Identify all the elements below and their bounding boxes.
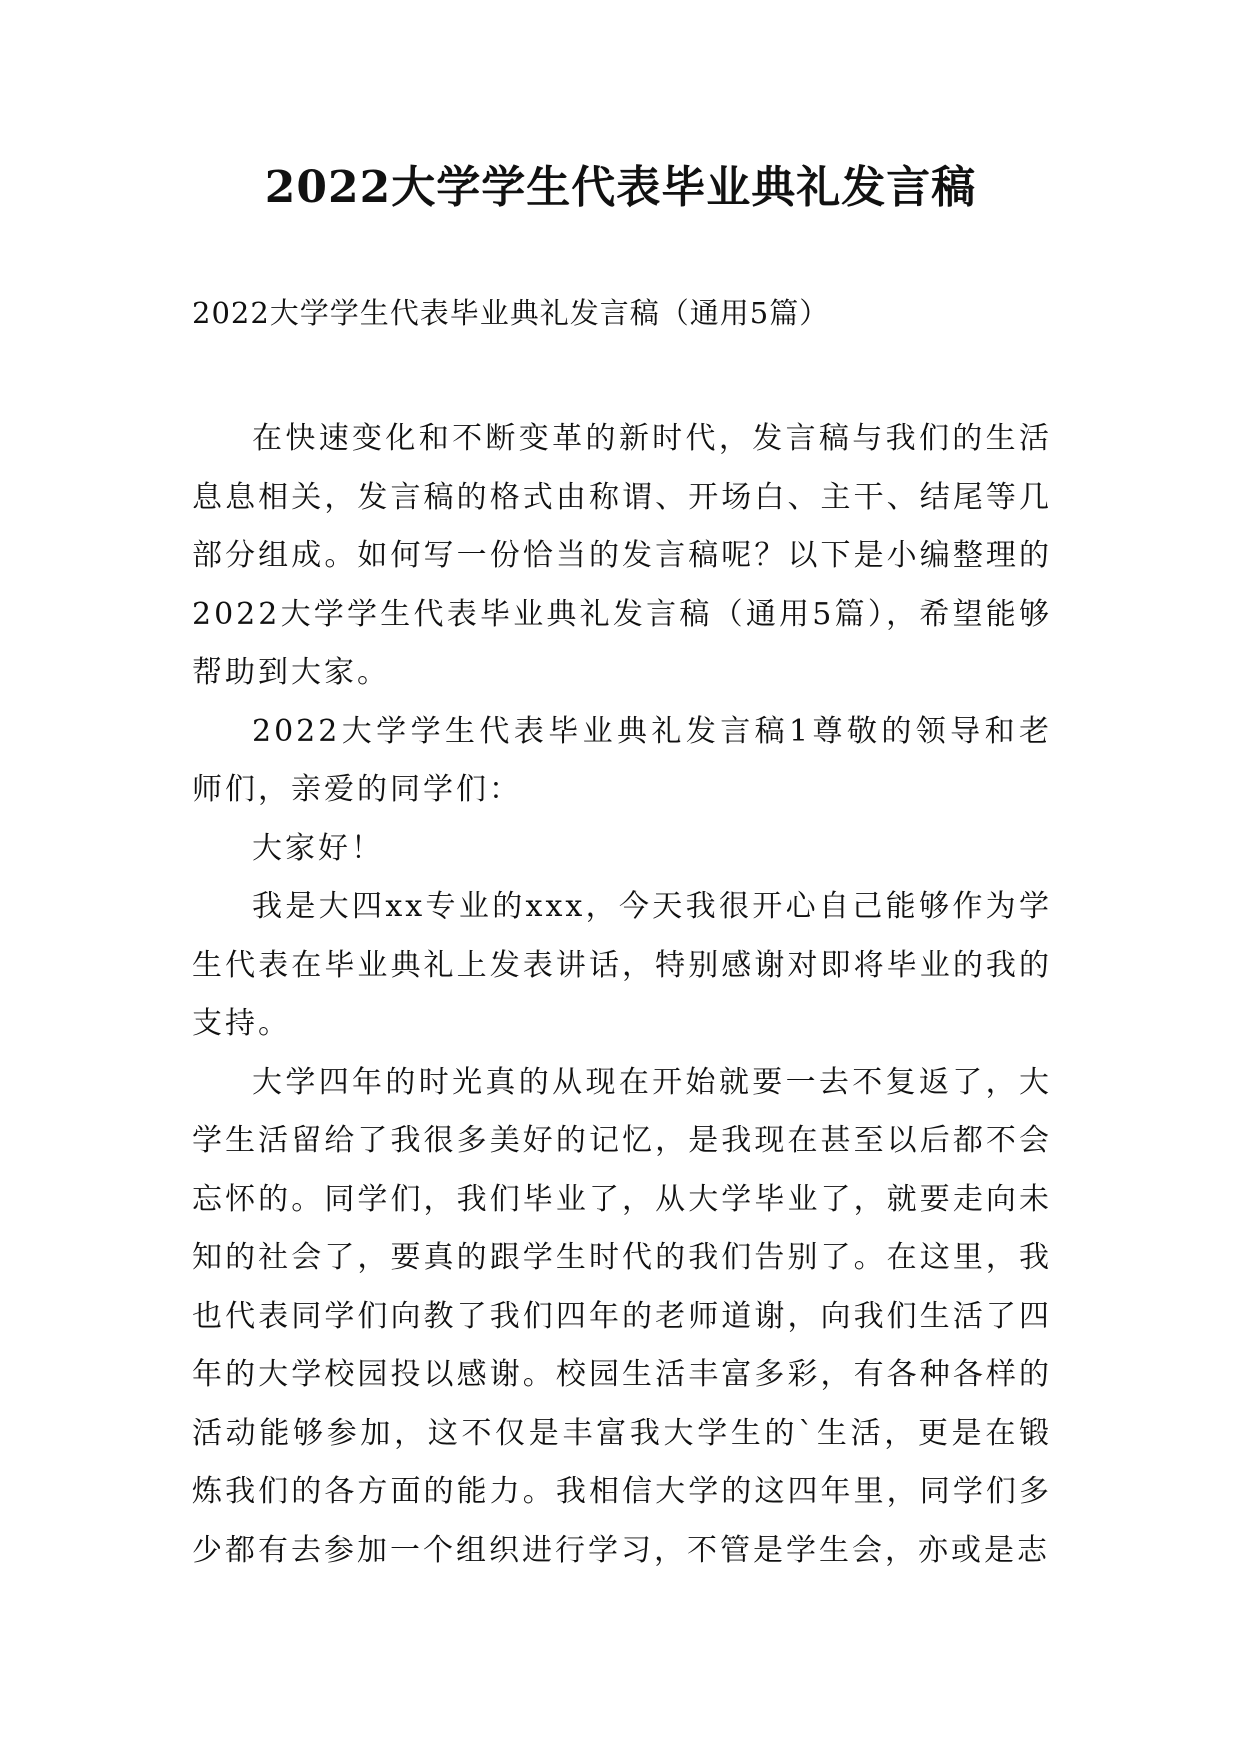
paragraph-self-introduction: 我是大四xx专业的xxx，今天我很开心自己能够作为学生代表在毕业典礼上发表讲话，特别感谢对即将毕业的我的支持。: [192, 889, 1052, 1041]
paragraph-four-years: 大学四年的时光真的从现在开始就要一去不复返了，大学生活留给了我很多美好的记忆，是我现在甚至以后都不会忘怀的。同学们，我们毕业了，从大学毕业了，就要走向未知的社会了，要真的跟学生时代的我们告别了。在这里，我也代表同学们向教了我们四年的老师道谢，向我们生活了四年的大学校园投以感谢。校园生活丰富多彩，有各种各样的活动能够参加，这不仅是丰富我大学生的`生活，更是在锻炼我们的各方面的能力。我相信大学的这四年里，同学们多少都有去参加一个组织进行学习，不管是学生会，亦或是志: [192, 1064, 1052, 1568]
document-body: [192, 410, 1052, 1580]
document-title: 2022大学学生代表毕业典礼发言稿: [264, 162, 977, 213]
paragraph-salutation: 2022大学学生代表毕业典礼发言稿1尊敬的领导和老师们，亲爱的同学们：: [192, 713, 1052, 807]
paragraph-intro: 在快速变化和不断变革的新时代，发言稿与我们的生活息息相关，发言稿的格式由称谓、开场白、主干、结尾等几部分组成。如何写一份恰当的发言稿呢？以下是小编整理的2022大学学生代表毕业典礼发言稿（通用5篇），希望能够帮助到大家。: [192, 421, 1052, 690]
paragraph-greeting: 大家好！: [252, 830, 384, 866]
document-subtitle: 2022大学学生代表毕业典礼发言稿（通用5篇）: [192, 296, 830, 330]
